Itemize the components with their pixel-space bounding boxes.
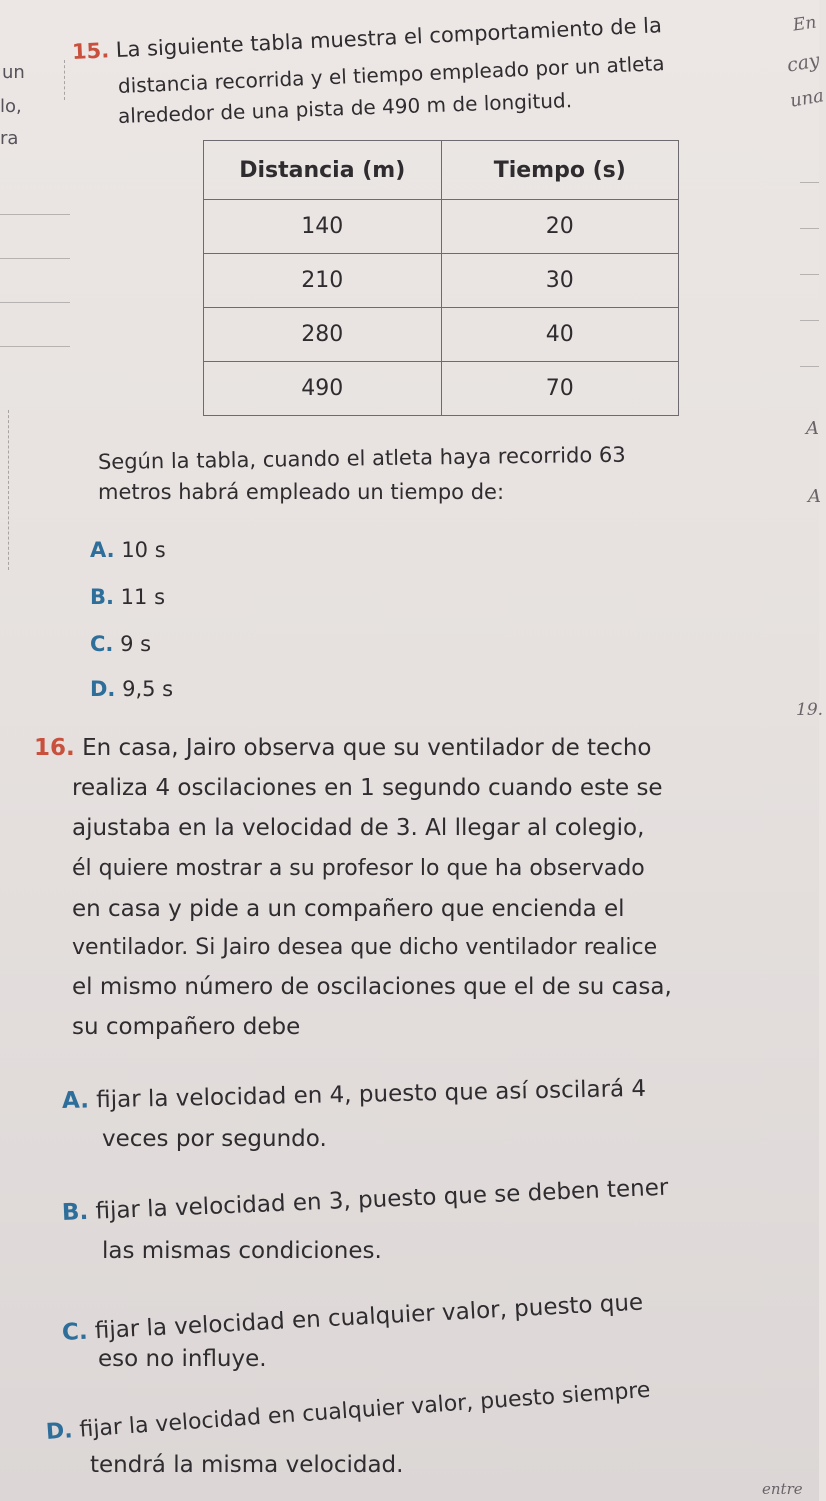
q16-option-b-line2: las mismas condiciones.	[102, 1238, 382, 1264]
distance-time-table	[203, 140, 679, 416]
right-margin-text: 19.	[796, 700, 824, 720]
option-text-line1: fijar la velocidad en 4, puesto que así oscilará 4	[96, 1075, 647, 1114]
q16-option-d-line2: tendrá la misma velocidad.	[90, 1452, 404, 1478]
q16-line: realiza 4 oscilaciones en 1 segundo cuando este se	[72, 775, 663, 801]
q15-option-b[interactable]	[90, 585, 165, 609]
cell-time: 40	[441, 308, 679, 362]
option-text: 10 s	[121, 538, 166, 562]
option-text: 9,5 s	[122, 677, 174, 701]
q16-option-c-line2: eso no influye.	[98, 1346, 267, 1372]
q15-number: 15.	[71, 38, 110, 64]
option-letter: A.	[61, 1087, 90, 1114]
right-margin-text: una	[788, 85, 826, 112]
margin-rule-right	[800, 274, 819, 275]
option-letter: D.	[90, 677, 116, 701]
cell-distance: 280	[204, 308, 442, 362]
margin-rule	[0, 258, 70, 259]
table-row	[204, 254, 679, 308]
option-letter: A.	[90, 538, 115, 562]
right-margin-text: En	[791, 12, 818, 36]
left-margin-text: lo,	[0, 96, 22, 117]
q15-statement-line2: distancia recorrida y el tiempo empleado por un atleta	[117, 51, 665, 98]
cell-time: 70	[441, 362, 679, 416]
margin-rule	[0, 214, 70, 215]
q16-line: en casa y pide a un compañero que encienda el	[72, 896, 625, 922]
q16-line: ajustaba en la velocidad de 3. Al llegar al colegio,	[72, 815, 645, 841]
q15-option-a[interactable]	[90, 538, 166, 562]
header-time: Tiempo (s)	[441, 141, 679, 200]
q16-line1-text: En casa, Jairo observa que su ventilador de techo	[82, 735, 652, 761]
q16-number: 16.	[34, 735, 75, 761]
right-margin-text: A	[808, 486, 821, 507]
cell-distance: 210	[204, 254, 442, 308]
q15-prompt-line1: Según la tabla, cuando el atleta haya recorrido 63	[97, 442, 626, 474]
margin-rule-right	[800, 320, 819, 321]
table-row	[204, 200, 679, 254]
right-margin-text: entre	[762, 1480, 803, 1498]
option-text-line1: fijar la velocidad en cualquier valor, puesto siempre	[78, 1377, 652, 1443]
margin-rule-right	[800, 366, 819, 367]
q16-line: el mismo número de oscilaciones que el de su casa,	[72, 974, 672, 1000]
q16-line: su compañero debe	[72, 1014, 301, 1040]
cell-distance: 490	[204, 362, 442, 416]
option-text: 9 s	[120, 632, 152, 656]
q15-statement-line3: alrededor de una pista de 490 m de longitud.	[117, 88, 573, 128]
q16-line: ventilador. Si Jairo desea que dicho ventilador realice	[72, 935, 658, 960]
option-letter: C.	[90, 632, 114, 656]
margin-dashed-line-left	[8, 410, 9, 570]
option-text: 11 s	[120, 585, 166, 609]
table-header-row	[204, 141, 679, 200]
left-margin-text: un	[2, 62, 25, 83]
margin-rule-right	[800, 228, 819, 229]
q15-option-c[interactable]	[90, 632, 151, 656]
margin-rule	[0, 346, 70, 347]
right-margin-text: A	[806, 418, 819, 439]
option-text-line1: fijar la velocidad en cualquier valor, puesto que	[94, 1289, 644, 1345]
option-text-line1: fijar la velocidad en 3, puesto que se deben tener	[95, 1174, 669, 1225]
cell-time: 20	[441, 200, 679, 254]
q15-prompt-line2: metros habrá empleado un tiempo de:	[98, 480, 505, 504]
q15-line1-text: La siguiente tabla muestra el comportamiento de la	[115, 13, 663, 62]
option-letter: C.	[61, 1318, 89, 1346]
q16-line1	[34, 735, 652, 761]
cell-time: 30	[441, 254, 679, 308]
q15-option-d[interactable]	[90, 677, 173, 701]
table-row	[204, 308, 679, 362]
left-margin-text: ra	[0, 128, 19, 149]
margin-rule	[0, 302, 70, 303]
option-letter: D.	[45, 1418, 74, 1445]
margin-rule-right	[800, 182, 819, 183]
header-distance: Distancia (m)	[204, 141, 442, 200]
option-letter: B.	[61, 1198, 89, 1226]
table-row	[204, 362, 679, 416]
margin-dashed-line	[64, 60, 65, 100]
right-margin-text: cay	[785, 49, 822, 77]
option-letter: B.	[90, 585, 114, 609]
cell-distance: 140	[204, 200, 442, 254]
q16-option-a-line2: veces por segundo.	[102, 1126, 327, 1152]
q16-line: él quiere mostrar a su profesor lo que ha observado	[72, 856, 645, 881]
